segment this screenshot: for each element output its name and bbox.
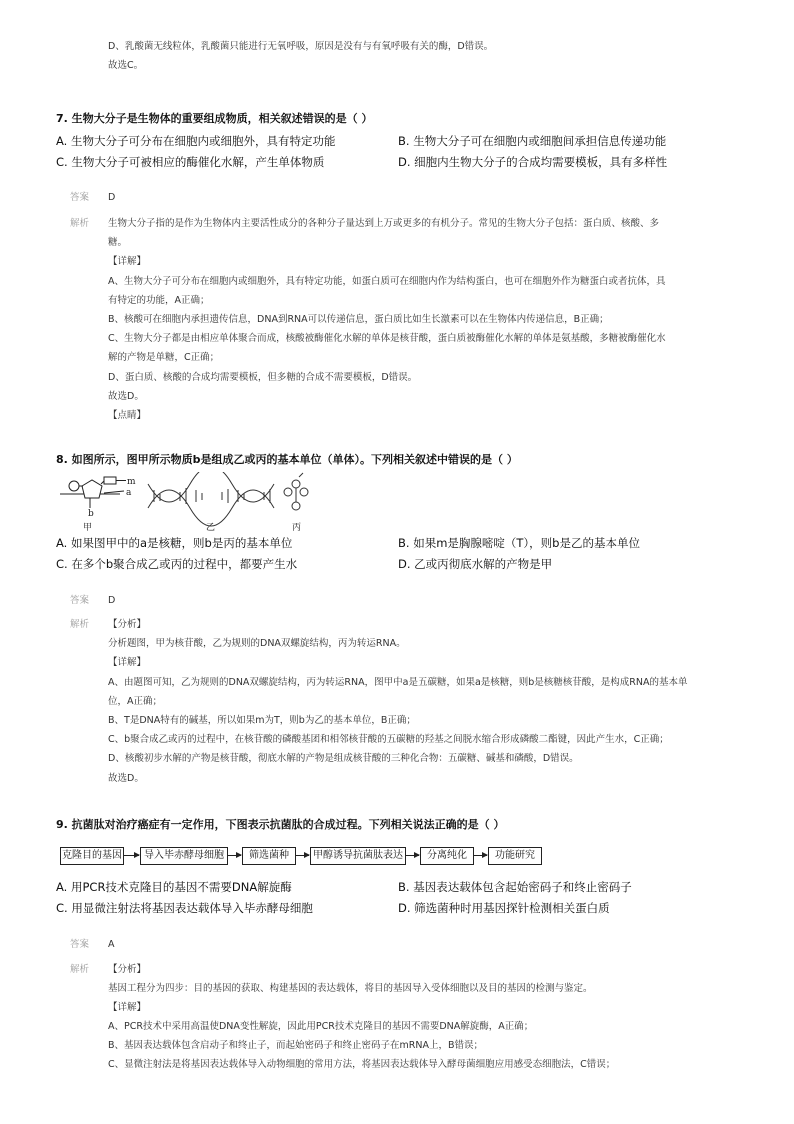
q8-analysis-line: A、由题图可知，乙为规则的DNA双螺旋结构，丙为转运RNA，图甲中a是五碳糖，如果a是核糖，则b是核糖核苷酸，是构成RNA的基本单	[108, 676, 688, 688]
q8-analysis-line: 【分析】	[108, 619, 147, 630]
q8-option-c: C. 在多个b聚合成乙或丙的过程中，都要产生水	[56, 557, 298, 571]
q7-answer-label: 答案	[70, 192, 90, 203]
q8-analysis-line: 【详解】	[108, 657, 147, 669]
q8-analysis-line: B、T是DNA特有的碱基，所以如果m为T，则b为乙的基本单位，B正确；	[108, 715, 416, 726]
label-m: m	[127, 477, 136, 487]
q9-analysis-line: C、显微注射法是将基因表达载体导入动物细胞的常用方法，将基因表达载体导入酵母菌细胞应用感受态细胞法，C错误；	[108, 1059, 616, 1070]
q7-analysis-line: 有特定的功能，A正确；	[108, 294, 210, 306]
q9-answer: A	[108, 939, 115, 950]
q8-analysis-line: 故选D。	[108, 772, 144, 784]
q9-stem: 9. 抗菌肽对治疗癌症有一定作用，下图表示抗菌肽的合成过程。下列相关说法正确的是（ ）	[56, 818, 505, 831]
prev-option-d: D、乳酸菌无线粒体，乳酸菌只能进行无氧呼吸，原因是没有与有氧呼吸有关的酶，D错误。	[108, 41, 494, 52]
q7-option-b: B. 生物大分子可在细胞内或细胞间承担信息传递功能	[398, 134, 667, 148]
trna-diagram	[284, 473, 308, 510]
q7-analysis-line: 【点睛】	[108, 410, 147, 421]
q9-option-a: A. 用PCR技术克隆目的基因不需要DNA解旋酶	[56, 880, 292, 894]
q8-analysis-label: 解析	[70, 619, 90, 630]
flow-step-1: 克隆目的基因	[60, 847, 124, 865]
label-b: b	[88, 509, 94, 519]
q7-analysis-label: 解析	[70, 218, 90, 229]
q8-analysis-line: 位，A正确；	[108, 695, 162, 707]
q8-analysis-line: C、b聚合成乙或丙的过程中，在核苷酸的磷酸基团和相邻核苷酸的五碳糖的羟基之间脱水缩合形成磷酸二酯键，因此产生水，C正确；	[108, 734, 669, 746]
q7-analysis-line: D、蛋白质、核酸的合成均需要模板，但多糖的合成不需要模板，D错误。	[108, 371, 418, 383]
q9-analysis-line: A、PCR技术中采用高温使DNA变性解旋，因此用PCR技术克隆目的基因不需要DNA解旋酶，A正确；	[108, 1021, 534, 1032]
q9-analysis-line: 【分析】	[108, 964, 147, 975]
flow-step-4: 甲醇诱导抗菌肽表达	[310, 847, 406, 865]
q9-option-b: B. 基因表达载体包含起始密码子和终止密码子	[398, 880, 632, 894]
q8-analysis-line: 分析题图，甲为核苷酸，乙为规则的DNA双螺旋结构，丙为转运RNA。	[108, 638, 406, 650]
flow-step-3: 筛选菌种	[242, 847, 296, 865]
flow-arrow	[228, 855, 241, 856]
flow-step-5: 分离纯化	[420, 847, 474, 865]
q9-option-c: C. 用显微注射法将基因表达载体导入毕赤酵母细胞	[56, 901, 313, 915]
flow-step-2: 导入毕赤酵母细胞	[140, 847, 228, 865]
q7-option-c: C. 生物大分子可被相应的酶催化水解，产生单体物质	[56, 155, 325, 169]
dna-helix-diagram	[148, 472, 274, 526]
prev-conclusion: 故选C。	[108, 60, 144, 71]
flow-step-6: 功能研究	[488, 847, 542, 865]
q7-analysis-line: 【详解】	[108, 256, 147, 268]
flow-arrow	[474, 855, 487, 856]
nucleotide-diagram	[60, 477, 126, 508]
q7-analysis-line: C、生物大分子都是由相应单体聚合而成，核酸被酶催化水解的单体是核苷酸，蛋白质被酶催化水解的单体是氨基酸，多糖被酶催化水	[108, 333, 666, 345]
q7-stem: 7. 生物大分子是生物体的重要组成物质，相关叙述错误的是（ ）	[56, 112, 373, 125]
label-yi: 乙	[206, 523, 216, 532]
label-a: a	[126, 488, 132, 498]
q8-option-d: D. 乙或丙彻底水解的产物是甲	[398, 557, 553, 571]
q9-answer-label: 答案	[70, 939, 90, 950]
q9-option-d: D. 筛选菌种时用基因探针检测相关蛋白质	[398, 901, 610, 915]
label-bing: 丙	[292, 523, 302, 532]
q7-analysis-line: B、核酸可在细胞内承担遗传信息，DNA到RNA可以传递信息，蛋白质比如生长激素可以在生物体内传递信息，B正确；	[108, 314, 609, 325]
q8-answer: D	[108, 595, 116, 606]
q7-analysis-line: A、生物大分子可分布在细胞内或细胞外，具有特定功能，如蛋白质可在细胞内作为结构蛋白，也可在细胞外作为糖蛋白或者抗体，具	[108, 275, 666, 287]
q8-analysis-line: D、核酸初步水解的产物是核苷酸，彻底水解的产物是组成核苷酸的三种化合物：五碳糖、碱基和磷酸，D错误。	[108, 753, 579, 765]
q7-analysis-line: 糖。	[108, 237, 128, 249]
flow-arrow	[296, 855, 309, 856]
q7-option-a: A. 生物大分子可分布在细胞内或细胞外，具有特定功能	[56, 134, 336, 148]
q8-stem: 8. 如图所示，图甲所示物质b是组成乙或丙的基本单位（单体）。下列相关叙述中错误的是（ ）	[56, 453, 518, 466]
q9-analysis-line: 基因工程分为四步：目的基因的获取、构建基因的表达载体，将目的基因导入受体细胞以及目的基因的检测与鉴定。	[108, 983, 593, 994]
flow-arrow	[124, 855, 139, 856]
q8-option-a: A. 如果图甲中的a是核糖，则b是丙的基本单位	[56, 536, 293, 550]
q8-figure	[56, 472, 316, 532]
label-jia: 甲	[83, 523, 93, 532]
q9-analysis-line: 【详解】	[108, 1002, 147, 1013]
q7-analysis-line: 生物大分子指的是作为生物体内主要活性成分的各种分子量达到上万或更多的有机分子。常见的生物大分子包括：蛋白质、核酸、多	[108, 218, 660, 229]
q7-option-d: D. 细胞内生物大分子的合成均需要模板，具有多样性	[398, 155, 668, 169]
q9-analysis-label: 解析	[70, 964, 90, 975]
q9-analysis-line: B、基因表达载体包含启动子和终止子，而起始密码子和终止密码子在mRNA上，B错误；	[108, 1040, 483, 1051]
q7-answer: D	[108, 192, 116, 203]
q8-answer-label: 答案	[70, 595, 90, 606]
q7-analysis-line: 故选D。	[108, 390, 144, 402]
flow-arrow	[406, 855, 419, 856]
q8-option-b: B. 如果m是胸腺嘧啶（T），则b是乙的基本单位	[398, 536, 640, 550]
q7-analysis-line: 解的产物是单糖，C正确；	[108, 352, 220, 364]
